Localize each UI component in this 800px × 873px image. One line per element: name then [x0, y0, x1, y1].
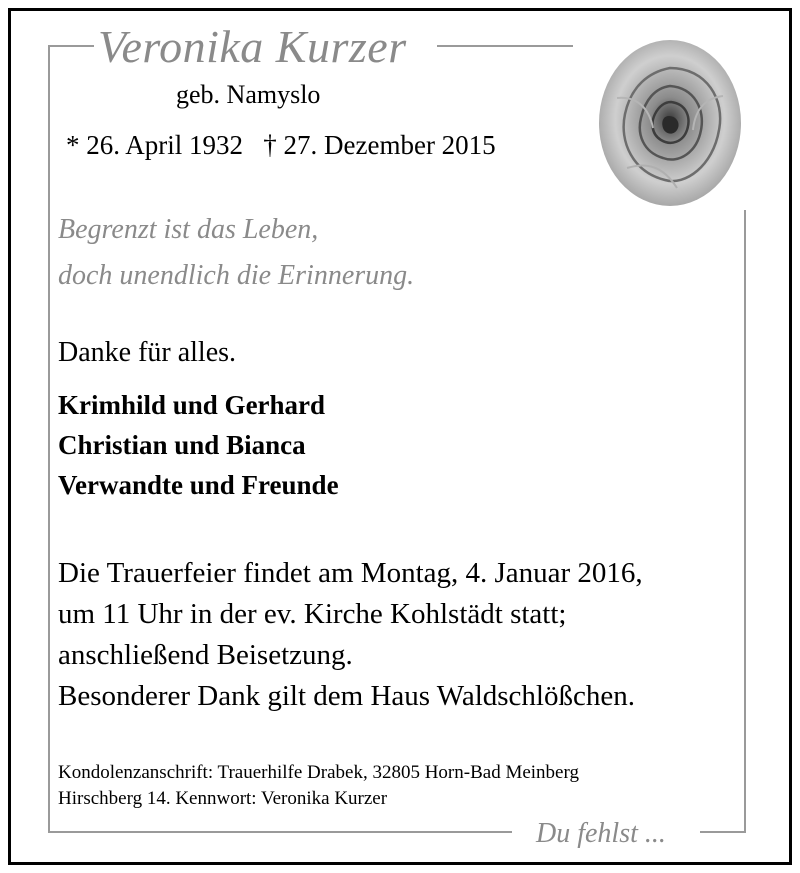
- deceased-name: Veronika Kurzer: [98, 21, 407, 72]
- frame-line-bottom-left: [48, 831, 512, 833]
- service-line: Die Trauerfeier findet am Montag, 4. Januar 2016,: [58, 557, 643, 589]
- frame-line-left: [48, 45, 50, 833]
- service-line: anschließend Beisetzung.: [58, 639, 353, 671]
- mourner-line: Krimhild und Gerhard: [58, 390, 326, 420]
- service-info: [58, 553, 643, 717]
- closing-phrase: Du fehlst ...: [536, 818, 666, 849]
- condolence-address: [58, 760, 579, 812]
- life-dates: * 26. April 1932 † 27. Dezember 2015: [66, 130, 496, 160]
- frame-line-bottom-right: [700, 831, 746, 833]
- mourner-line: Christian und Bianca: [58, 430, 306, 460]
- rose-photo: [597, 38, 743, 208]
- quote-line-2: doch unendlich die Erinnerung.: [58, 260, 415, 291]
- mourner-line: Verwandte und Freunde: [58, 470, 339, 500]
- frame-line-top-left: [48, 45, 94, 47]
- quote: [58, 207, 414, 299]
- quote-line-1: Begrenzt ist das Leben,: [58, 214, 319, 245]
- thanks-text: Danke für alles.: [58, 337, 237, 368]
- condolence-line: Hirschberg 14. Kennwort: Veronika Kurzer: [58, 788, 388, 809]
- mourners-list: [58, 385, 339, 505]
- condolence-line: Kondolenzanschrift: Trauerhilfe Drabek, 32805 Horn-Bad Meinberg: [58, 762, 579, 783]
- maiden-name: geb. Namyslo: [176, 80, 321, 109]
- service-line: Besonderer Dank gilt dem Haus Waldschlößchen.: [58, 680, 635, 712]
- frame-line-top-right: [437, 45, 573, 47]
- service-line: um 11 Uhr in der ev. Kirche Kohlstädt statt;: [58, 598, 567, 630]
- frame-line-right: [744, 210, 746, 833]
